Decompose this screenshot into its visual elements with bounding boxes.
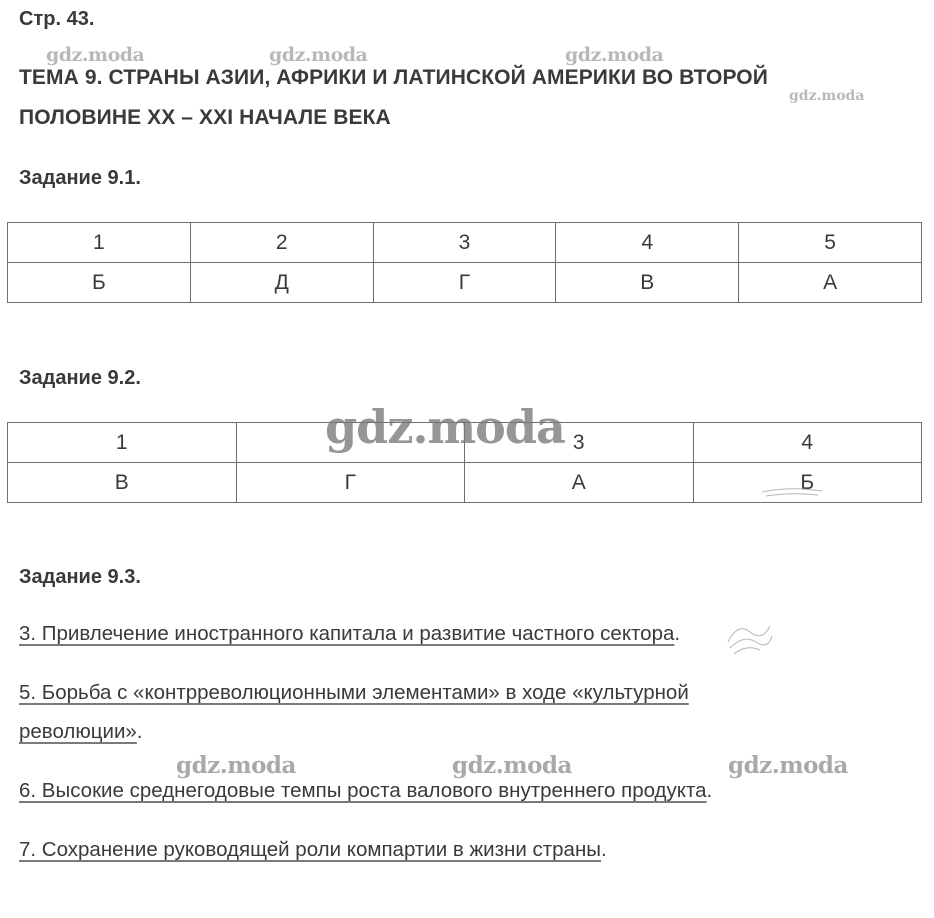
task-9-1-title: Задание 9.1. [19, 167, 141, 189]
table-cell: 4 [556, 223, 739, 263]
table-cell: 1 [8, 423, 237, 463]
table-answer-row [8, 263, 922, 303]
table-header-row [8, 223, 922, 263]
answer-item-text: 6. Высокие среднегодовые темпы роста валового внутреннего продукта [19, 779, 707, 802]
answer-item-6 [19, 771, 712, 811]
answer-item-end: . [706, 779, 713, 802]
table-cell: Г [373, 263, 556, 303]
table-cell: В [8, 463, 237, 503]
answer-item-3 [19, 614, 680, 654]
table-cell: 3 [465, 423, 694, 463]
table-cell: 4 [693, 423, 922, 463]
answer-item-text: революции» [19, 720, 137, 743]
watermark: gdz.moda [728, 752, 848, 779]
table-cell: Б [693, 463, 922, 503]
watermark: gdz.moda [46, 44, 145, 66]
topic-title-line-1: ТЕМА 9. СТРАНЫ АЗИИ, АФРИКИ И ЛАТИНСКОЙ АМЕРИКИ ВО ВТОРОЙ [19, 66, 768, 89]
answer-item-end: . [674, 622, 681, 645]
answer-item-text: 3. Привлечение иностранного капитала и развитие частного сектора [19, 622, 675, 645]
table-cell: 2 [190, 223, 373, 263]
watermark: gdz.moda [176, 752, 296, 779]
watermark: gdz.moda [789, 88, 865, 104]
scribble-mark [758, 484, 828, 500]
watermark-large: gdz.moda [325, 400, 565, 454]
answer-item-5-line-2 [19, 712, 143, 752]
table-cell: В [556, 263, 739, 303]
answer-item-text: 5. Борьба с «контрреволюционными элементами» в ходе «культурной [19, 681, 689, 704]
table-cell: 3 [373, 223, 556, 263]
table-cell: Г [236, 463, 465, 503]
answer-item-5-line-1 [19, 673, 689, 713]
watermark: gdz.moda [269, 44, 368, 66]
table-cell: Б [8, 263, 191, 303]
scribble-mark [720, 612, 776, 662]
table-cell: 5 [739, 223, 922, 263]
topic-title-line-2: ПОЛОВИНЕ XX – XXI НАЧАЛЕ ВЕКА [19, 106, 391, 129]
watermark: gdz.moda [452, 752, 572, 779]
page-reference: Стр. 43. [19, 8, 95, 30]
answer-item-end: . [136, 720, 143, 743]
watermark: gdz.moda [565, 44, 664, 66]
task-9-2-title: Задание 9.2. [19, 367, 141, 389]
table-cell: А [465, 463, 694, 503]
table-cell: А [739, 263, 922, 303]
table-cell: 1 [8, 223, 191, 263]
answer-item-end: . [601, 838, 607, 861]
task-9-3-title: Задание 9.3. [19, 566, 141, 588]
answer-item-7 [19, 830, 607, 870]
task-9-1-table [7, 222, 922, 303]
answer-item-text: 7. Сохранение руководящей роли компартии в жизни страны [19, 838, 601, 861]
table-cell: Д [190, 263, 373, 303]
